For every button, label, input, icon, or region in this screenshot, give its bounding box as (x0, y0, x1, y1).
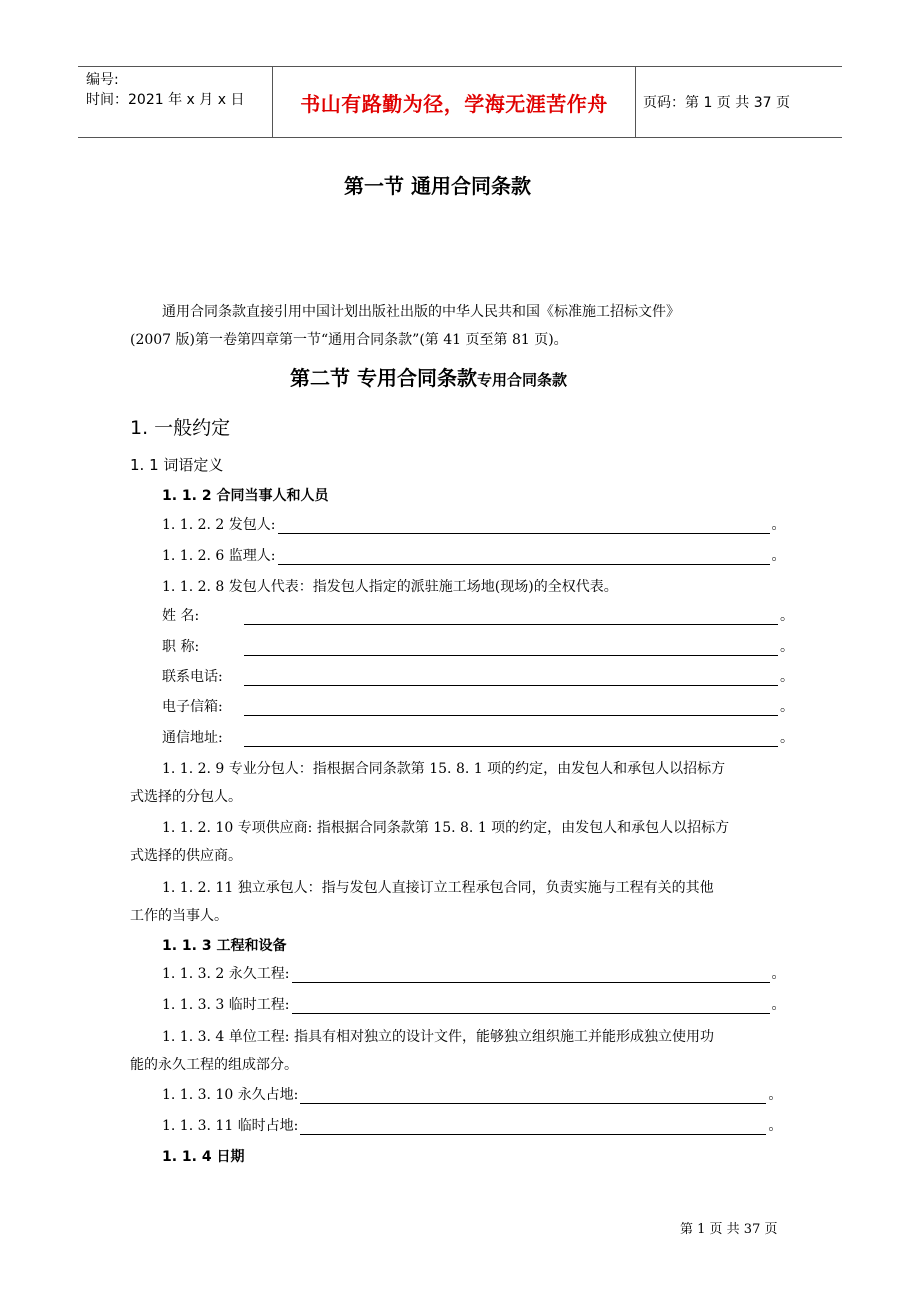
field-supervisor (162, 545, 786, 565)
document-date: 时间：2021 年 x 月 x 日 (86, 92, 245, 108)
end-mark: 。 (780, 730, 794, 746)
header-page-info: 页码：第 1 页 共 37 页 (643, 95, 790, 111)
field-email-label: 电子信箱: (162, 699, 223, 715)
header-meta-cell (78, 67, 272, 137)
document-number: 编号: (86, 72, 119, 88)
supplier-line1: 1. 1. 2. 10 专项供应商: 指根据合同条款第 15. 8. 1 项的约定，由发包人和承包人以招标方 (162, 820, 730, 836)
field-temporary-works (162, 994, 786, 1014)
field-title (162, 636, 794, 656)
unit-works-line1: 1. 1. 3. 4 单位工程: 指具有相对独立的设计文件，能够独立组织施工并能形成独立使用功 (162, 1029, 714, 1045)
field-employer-blank (278, 517, 770, 534)
field-title-label: 职 称: (162, 639, 200, 655)
page-header (78, 66, 842, 138)
end-mark: 。 (780, 669, 794, 685)
field-permanent-works (162, 963, 786, 983)
field-temporary-land-blank (300, 1118, 766, 1135)
field-title-blank (244, 639, 778, 656)
field-employer (162, 514, 786, 534)
field-temporary-land-label: 1. 1. 3. 11 临时占地: (162, 1118, 299, 1134)
header-motto-cell (272, 67, 636, 137)
field-employer-label: 1. 1. 2. 2 发包人: (162, 517, 276, 533)
field-name (162, 605, 794, 625)
field-name-label: 姓 名: (162, 608, 200, 624)
field-name-blank (244, 608, 778, 625)
field-phone-label: 联系电话: (162, 669, 223, 685)
subcontractor-line2: 式选择的分包人。 (130, 789, 242, 805)
end-mark: 。 (771, 548, 786, 564)
field-phone-blank (244, 669, 778, 686)
field-permanent-land-blank (300, 1087, 766, 1104)
end-mark: 。 (780, 608, 794, 624)
field-address-label: 通信地址: (162, 730, 223, 746)
supplier-line2: 式选择的供应商。 (130, 848, 242, 864)
section2-title-suffix: 专用合同条款 (476, 371, 567, 389)
field-temporary-works-blank (292, 997, 770, 1014)
field-permanent-works-blank (292, 966, 770, 983)
section1-para-line2: (2007 版)第一卷第四章第一节“通用合同条款”(第 41 页至第 81 页)。 (130, 332, 568, 348)
field-address-blank (244, 730, 778, 747)
heading-terms: 1. 1 词语定义 (130, 456, 224, 474)
end-mark: 。 (768, 1087, 783, 1103)
end-mark: 。 (771, 997, 786, 1013)
end-mark: 。 (768, 1118, 783, 1134)
end-mark: 。 (771, 966, 786, 982)
heading-dates: 1. 1. 4 日期 (162, 1149, 245, 1165)
field-email-blank (244, 699, 778, 716)
section2-title (290, 362, 567, 391)
section1-para-line1: 通用合同条款直接引用中国计划出版社出版的中华人民共和国《标准施工招标文件》 (162, 304, 680, 320)
heading-works: 1. 1. 3 工程和设备 (162, 938, 287, 954)
motto-text: 书山有路勤为径，学海无涯苦作舟 (300, 91, 608, 116)
page-footer: 第 1 页 共 37 页 (680, 1222, 778, 1237)
independent-line1: 1. 1. 2. 11 独立承包人：指与发包人直接订立工程承包合同，负责实施与工程有关的其他 (162, 880, 714, 896)
field-permanent-land-label: 1. 1. 3. 10 永久占地: (162, 1087, 299, 1103)
field-address (162, 727, 794, 747)
field-supervisor-label: 1. 1. 2. 6 监理人: (162, 548, 276, 564)
unit-works-line2: 能的永久工程的组成部分。 (130, 1057, 298, 1073)
field-temporary-works-label: 1. 1. 3. 3 临时工程: (162, 997, 290, 1013)
field-temporary-land (162, 1115, 782, 1135)
employer-rep-text: 1. 1. 2. 8 发包人代表：指发包人指定的派驻施工场地(现场)的全权代表。 (162, 579, 618, 595)
section2-title-main: 第二节 专用合同条款 (290, 366, 477, 390)
section1-title: 第一节 通用合同条款 (344, 174, 531, 198)
field-permanent-land (162, 1084, 782, 1104)
field-supervisor-blank (278, 548, 770, 565)
field-email (162, 696, 794, 716)
end-mark: 。 (780, 639, 794, 655)
field-permanent-works-label: 1. 1. 3. 2 永久工程: (162, 966, 290, 982)
header-page-cell (635, 67, 842, 137)
field-phone (162, 666, 794, 686)
independent-line2: 工作的当事人。 (130, 908, 228, 924)
heading-general: 1. 一般约定 (130, 417, 231, 439)
heading-parties: 1. 1. 2 合同当事人和人员 (162, 488, 329, 504)
end-mark: 。 (771, 517, 786, 533)
subcontractor-line1: 1. 1. 2. 9 专业分包人：指根据合同条款第 15. 8. 1 项的约定，由发包人和承包人以招标方 (162, 761, 726, 777)
end-mark: 。 (780, 699, 794, 715)
